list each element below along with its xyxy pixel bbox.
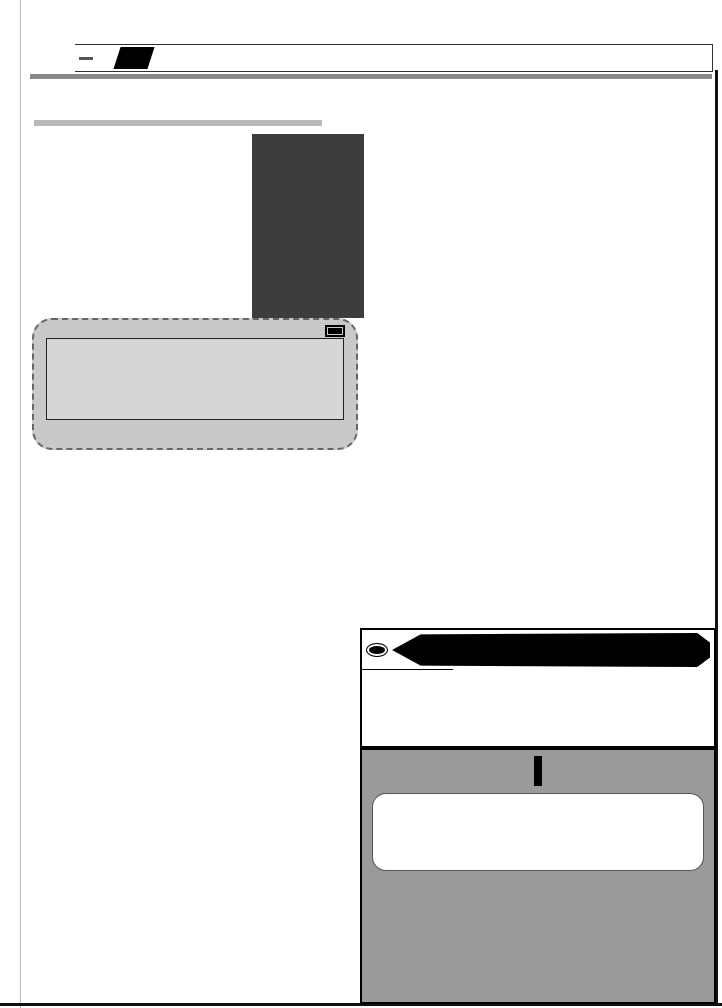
shensuanzi-title <box>362 756 714 787</box>
trend-box <box>252 134 364 318</box>
shensuanzi-box <box>360 748 716 1004</box>
recommend-panel <box>372 793 704 871</box>
matrix-subtitle <box>34 120 322 126</box>
qimen-review-badge <box>366 643 388 657</box>
separator-rule <box>30 74 712 79</box>
page-number <box>79 57 93 60</box>
bagua-kill-panel <box>46 338 344 420</box>
bagua-badge <box>328 328 342 334</box>
qimen-price-block <box>631 669 714 672</box>
column-banner <box>113 47 154 69</box>
attack-block <box>362 877 612 881</box>
shensuanzi-title-black <box>534 756 542 786</box>
qimen-left-note <box>362 669 453 672</box>
qimen-banner <box>392 633 710 667</box>
qxc-trend-line <box>360 118 660 268</box>
qimen-ad-box <box>360 628 716 748</box>
reference-block <box>612 877 714 881</box>
bagua-box <box>32 318 358 450</box>
masthead <box>75 44 713 72</box>
qimen-net-sync <box>453 669 631 672</box>
